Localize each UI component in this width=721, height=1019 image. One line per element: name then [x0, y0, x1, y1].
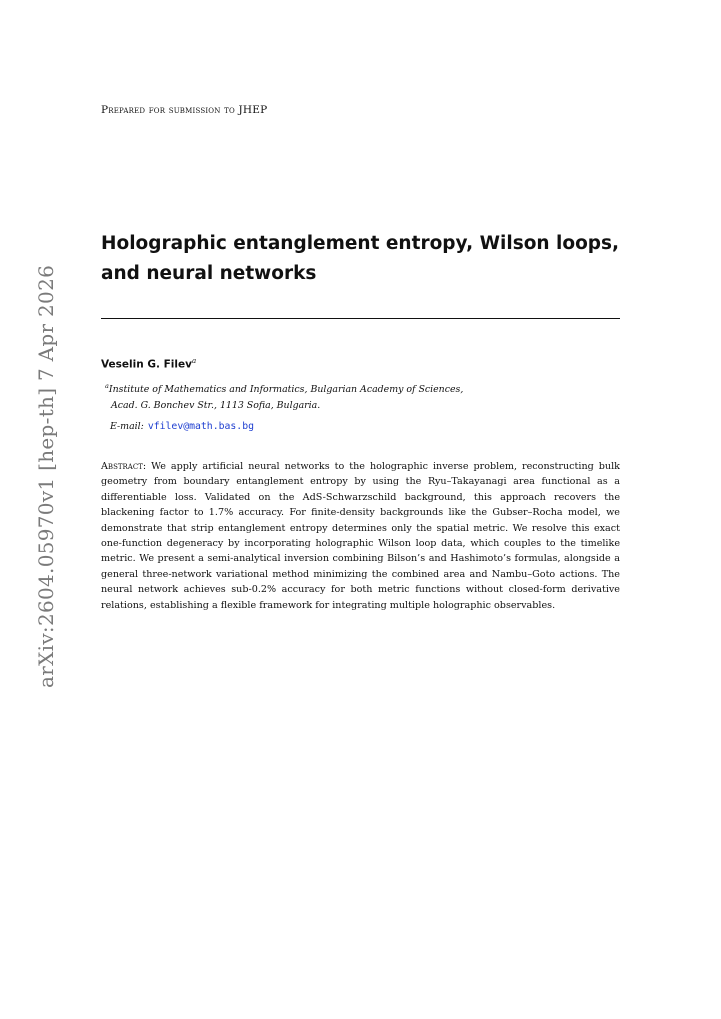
email-link[interactable]: vfilev@math.bas.bg [147, 421, 254, 432]
arxiv-identifier: arXiv:2604.05970v1 [hep-th] 7 Apr 2026 [34, 264, 58, 688]
email-line [110, 421, 254, 432]
author-superscript: a [191, 357, 197, 365]
author-line [101, 357, 196, 371]
journal-note: Prepared for submission to JHEP [101, 104, 268, 116]
affiliation-line-2: Acad. G. Bonchev Str., 1113 Sofia, Bulgaria. [111, 399, 321, 411]
title-divider [101, 318, 620, 319]
affiliation-line-1: Institute of Mathematics and Informatics, Bulgarian Academy of Sciences, [108, 384, 464, 396]
affiliation-superscript: a [105, 382, 109, 390]
abstract-text: We apply artificial neural networks to the holographic inverse problem, reconstructing bulk geometry from boundary entanglement entropy by using the Ryu–Takayanagi area functional as a differentiable loss. Validated on the AdS-Schwarzschild background, this approach recovers the blackening factor to 1.7% accuracy. For finite-density backgrounds like the Gubser–Rocha model, we demonstrate that strip entanglement entropy determines only the spatial metric. We resolve this exact one-function degeneracy by incorporating holographic Wilson loop data, which couples to the timelike metric. We present a semi-analytical inversion combining Bilson’s and Hashimoto’s formulas, alongside a general three-network variational method minimizing the combined area and Nambu–Goto actions. The neural network achieves sub-0.2% accuracy for both metric functions without closed-form derivative relations, establishing a flexible framework for integrating multiple holographic observables. [101, 461, 620, 611]
email-label: E-mail: [110, 421, 144, 432]
paper-title: Holographic entanglement entropy, Wilson loops, and neural networks [101, 233, 620, 284]
abstract-heading: Abstract: [101, 461, 147, 472]
author-name: Veselin G. Filev [101, 358, 192, 371]
affiliation [105, 379, 605, 413]
abstract [101, 459, 620, 613]
